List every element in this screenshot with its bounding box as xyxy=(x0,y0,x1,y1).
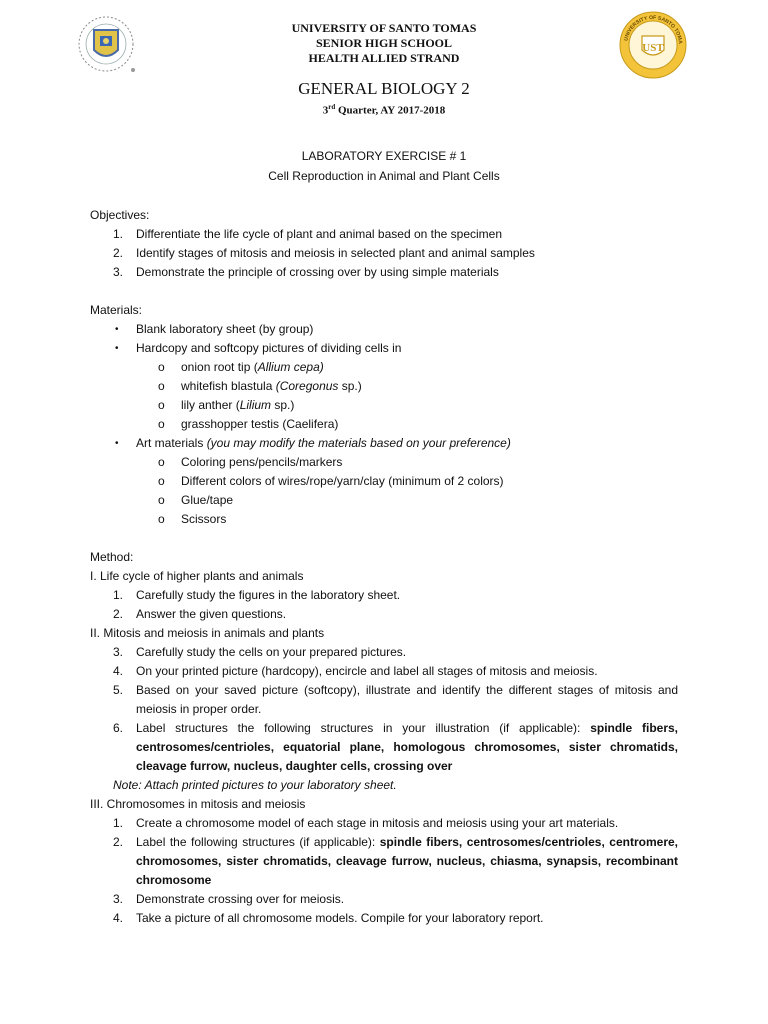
list-item: 3. Demonstrate crossing over for meiosis. xyxy=(113,892,345,906)
sub-list-item: o whitefish blastula (Coregonus sp.) xyxy=(158,379,362,393)
list-item: 4. Take a picture of all chromosome models. Compile for your laboratory report. xyxy=(113,911,544,925)
sub-list-item: o grasshopper testis (Caelifera) xyxy=(158,417,339,431)
sub-list-item: o onion root tip (Allium cepa) xyxy=(158,360,324,374)
list-item: 2. Answer the given questions. xyxy=(113,607,287,621)
sub-list-item: o Glue/tape xyxy=(158,493,234,507)
school-name: SENIOR HIGH SCHOOL xyxy=(315,36,453,50)
sub-list-item: o Coloring pens/pencils/markers xyxy=(158,455,343,469)
materials-heading: Materials: xyxy=(90,303,143,317)
document-body xyxy=(90,206,678,928)
list-item: 2. Identify stages of mitosis and meiosis in selected plant and animal samples xyxy=(113,246,535,260)
list-item: 1. Carefully study the figures in the laboratory sheet. xyxy=(113,588,401,602)
list-item: 1. Differentiate the life cycle of plant and animal based on the specimen xyxy=(113,227,502,241)
quarter-line: 3rd Quarter, AY 2017-2018 xyxy=(322,103,446,117)
strand-name: HEALTH ALLIED STRAND xyxy=(308,51,460,65)
sub-list-item: o Different colors of wires/rope/yarn/clay (minimum of 2 colors) xyxy=(158,474,504,488)
seal-center-text: UST xyxy=(642,42,664,54)
lab-exercise-number: LABORATORY EXERCISE # 1 xyxy=(301,149,467,163)
method-heading: Method: xyxy=(90,550,134,564)
note-text: Note: Attach printed pictures to your laboratory sheet. xyxy=(113,778,397,792)
list-item: 6. Label structures the following structures in your illustration (if applicable): spindle fibers, centrosomes/centrioles, equatorial plane, homologous chromosomes, sister chromatids, cleavage furrow, nucleus, daughter cells, crossing over xyxy=(113,721,679,773)
institution-header xyxy=(0,21,768,66)
list-item: • Art materials (you may modify the materials based on your preference) xyxy=(115,436,511,450)
sub-list-item: o lily anther (Lilium sp.) xyxy=(158,398,295,412)
list-item: • Blank laboratory sheet (by group) xyxy=(115,322,314,336)
list-item: 3. Carefully study the cells on your prepared pictures. xyxy=(113,645,407,659)
list-item: 1. Create a chromosome model of each stage in mitosis and meiosis using your art materials. xyxy=(113,816,619,830)
objectives-heading: Objectives: xyxy=(90,208,150,222)
section-title: II. Mitosis and meiosis in animals and plants xyxy=(90,626,325,640)
lab-exercise-title: Cell Reproduction in Animal and Plant Cells xyxy=(268,169,500,183)
list-item: • Hardcopy and softcopy pictures of dividing cells in xyxy=(115,341,402,355)
university-name: UNIVERSITY OF SANTO TOMAS xyxy=(291,21,477,35)
section-title: III. Chromosomes in mitosis and meiosis xyxy=(90,797,306,811)
list-item: 5. Based on your saved picture (softcopy), illustrate and identify the different stages of mitosis and meiosis in proper order. xyxy=(113,683,678,716)
section-title: I. Life cycle of higher plants and animals xyxy=(90,569,304,583)
list-item: 3. Demonstrate the principle of crossing over by using simple materials xyxy=(113,265,499,279)
seal-text: UNIVERSITY OF SANTO TOMA xyxy=(623,14,684,45)
list-item: 4. On your printed picture (hardcopy), encircle and label all stages of mitosis and meiosis. xyxy=(113,664,598,678)
list-item: 2. Label the following structures (if applicable): spindle fibers, centrosomes/centrioles, centromere, chromosomes, sister chromatids, cleavage furrow, nucleus, chiasma, synapsis, recombinant chromosome xyxy=(113,835,678,887)
course-title: GENERAL BIOLOGY 2 xyxy=(298,79,470,98)
sub-list-item: o Scissors xyxy=(158,512,227,526)
